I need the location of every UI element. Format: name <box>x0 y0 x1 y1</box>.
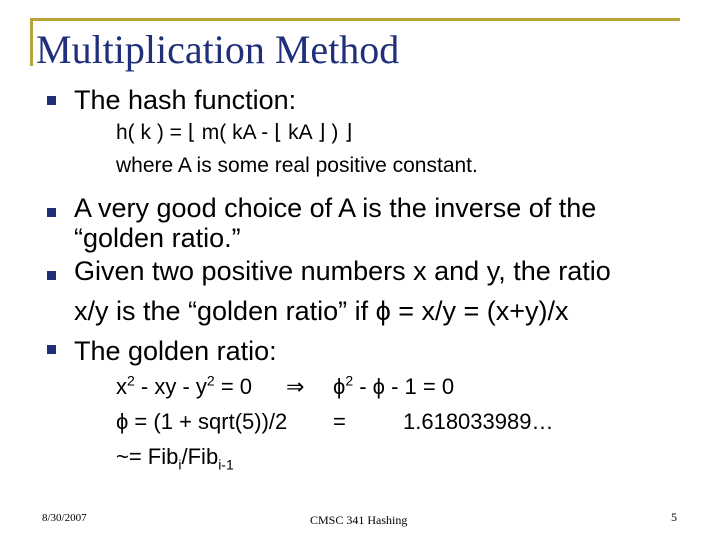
footer-date: 8/30/2007 <box>42 512 87 524</box>
bullet-given-two-line2: x/y is the “golden ratio” if ϕ = x/y = (x+y)/x <box>74 296 569 326</box>
title-frame-top-line <box>30 18 680 21</box>
golden-ratio-decimal: 1.618033989… <box>403 409 554 434</box>
bullet-hash-function: The hash function: <box>74 85 297 115</box>
superscript: 2 <box>127 372 135 389</box>
equation-quadratic-xy <box>116 374 252 400</box>
superscript: 2 <box>206 372 215 389</box>
bullet-marker <box>47 271 56 280</box>
equals-sign: = <box>333 409 346 434</box>
bullet-good-choice-line2: “golden ratio.” <box>74 223 241 253</box>
title-frame-left-line <box>30 18 33 66</box>
eq-part: ~= Fib <box>116 444 179 469</box>
equation-quadratic-phi <box>333 374 454 400</box>
subscript: i-1 <box>218 456 234 473</box>
equation-phi-value: ϕ = (1 + sqrt(5))/2 <box>116 409 288 434</box>
bullet-marker <box>47 208 56 217</box>
formula-note: where A is some real positive constant. <box>116 154 478 177</box>
eq-part: /Fib <box>181 444 219 469</box>
bullet-given-two-line1: Given two positive numbers x and y, the ratio <box>74 256 611 286</box>
bullet-marker <box>47 345 56 354</box>
eq-part: - ϕ - 1 = 0 <box>353 374 455 399</box>
bullet-marker <box>47 96 56 105</box>
footer-course: CMSC 341 Hashing <box>310 513 408 527</box>
slide-title: Multiplication Method <box>36 27 400 72</box>
footer-page-number: 5 <box>671 510 677 524</box>
bullet-golden-ratio: The golden ratio: <box>74 336 277 366</box>
eq-part: - xy - y <box>134 374 207 399</box>
superscript: 2 <box>345 372 354 389</box>
eq-part: = 0 <box>214 374 253 399</box>
hash-formula: h( k ) = ⌊ m( kA - ⌊ kA ⌋ ) ⌋ <box>116 121 353 144</box>
bullet-good-choice-line1: A very good choice of A is the inverse of the <box>74 193 597 223</box>
eq-part: x <box>116 374 127 399</box>
implies-arrow: ⇒ <box>286 374 305 399</box>
subscript: i <box>178 456 182 473</box>
eq-part: ϕ <box>333 374 346 399</box>
equation-fibonacci-ratio <box>116 444 234 473</box>
